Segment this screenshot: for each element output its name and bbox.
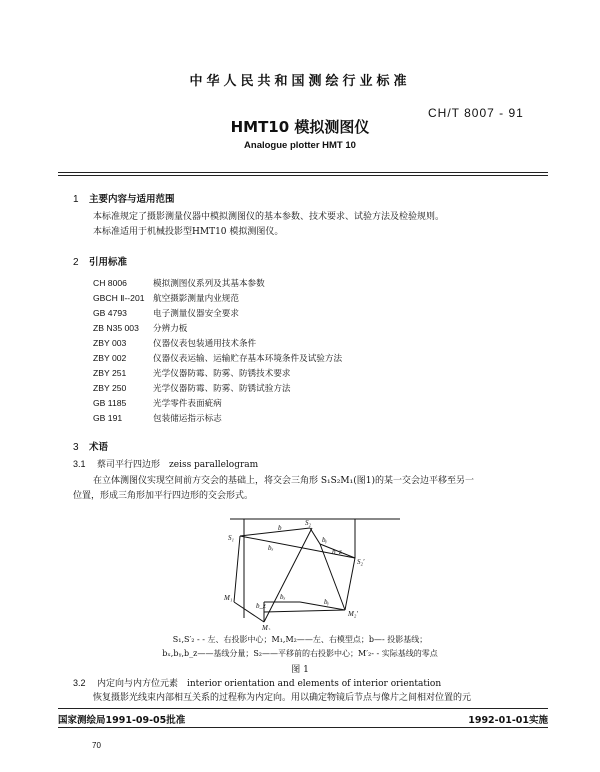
reference-item <box>93 381 342 396</box>
page-number: 70 <box>92 741 101 750</box>
m-base-diag <box>300 602 345 610</box>
label-by: bᵧ <box>322 536 328 544</box>
label-s1: S₁ <box>228 534 234 542</box>
clause-3-1-text-line-2: 位置，形成三角形加平行四边形的交会形式。 <box>73 491 254 501</box>
clause-3-2-heading <box>73 676 441 692</box>
section-2-title: 引用标准 <box>89 257 128 268</box>
footer-divider <box>58 727 548 728</box>
label-m2: M₂ <box>262 624 271 630</box>
reference-name: 光学仪器防霉、防雾、防锈技术要求 <box>153 369 291 379</box>
reference-item <box>93 366 342 381</box>
reference-code: ZBY 251 <box>93 368 127 378</box>
reference-code: ZBY 002 <box>93 353 127 363</box>
reference-code: ZBY 250 <box>93 383 127 393</box>
s2-link <box>310 528 320 544</box>
clause-3-1-title: 蔡司平行四边形 zeiss parallelogram <box>97 460 259 470</box>
standard-category: 中华人民共和国测绘行业标准 <box>189 74 411 89</box>
section-2-number: 2 <box>73 257 79 268</box>
reference-code: ZB N35 003 <box>93 323 139 333</box>
reference-item <box>93 276 342 291</box>
reference-list <box>93 276 342 426</box>
reference-code: GB 1185 <box>93 398 127 408</box>
section-1-number: 1 <box>73 194 79 205</box>
reference-name: 仪器仪表运输、运输贮存基本环境条件及试验方法 <box>153 354 343 364</box>
label-m1: M₁ <box>224 594 233 602</box>
label-bz: b_z <box>332 548 342 556</box>
document-subtitle: Analogue plotter HMT 10 <box>244 140 356 151</box>
reference-code: CH 8006 <box>93 278 127 288</box>
reference-name: 航空摄影测量内业规范 <box>153 294 239 304</box>
reference-item <box>93 291 342 306</box>
section-3-title: 术语 <box>89 442 109 453</box>
reference-code: GB 191 <box>93 413 123 423</box>
reference-name: 仪器仪表包装通用技术条件 <box>153 339 257 349</box>
reference-code: ZBY 003 <box>93 338 127 348</box>
label-s2: S₂ <box>305 519 311 527</box>
reference-code: GB 4793 <box>93 308 127 318</box>
reference-code: GBCH Ⅱ--201 <box>93 293 145 303</box>
section-1-heading <box>73 191 175 205</box>
reference-item <box>93 411 342 426</box>
reference-name: 光学仪器防霉、防雾、防锈试验方法 <box>153 384 291 394</box>
reference-name: 电子测量仪器安全要求 <box>153 309 239 319</box>
effective-date: 1992-01-01实施 <box>468 715 548 726</box>
section-1-paragraph-1: 本标准规定了摄影测量仪器中模拟测图仪的基本参数、技术要求、试验方法及检验规则。 <box>93 212 445 222</box>
figure-caption-line-1: S₁,S′₂ - - 左、右投影中心；M₁,M₂——左、右模型点；b—- 投影基线； <box>172 635 428 644</box>
section-3-number: 3 <box>73 442 79 453</box>
issued-by: 国家测绘局1991-09-05批准 <box>58 715 186 726</box>
clause-3-2-title: 内定向与内方位元素 interior orientation and elements of interior orientation <box>97 679 442 689</box>
bottom-divider <box>58 708 548 709</box>
top-divider <box>58 172 548 173</box>
s2p-m2p-ray <box>345 558 355 610</box>
label-bx: bₓ <box>268 544 274 552</box>
ray-s1-s2 <box>240 528 310 536</box>
section-3-heading <box>73 439 108 453</box>
section-2-heading <box>73 254 127 268</box>
document-title: HMT10 模拟测图仪 <box>230 118 370 136</box>
m-base-bottom <box>264 610 345 612</box>
clause-3-2-number: 3.2 <box>73 678 86 688</box>
label-s2p: S₂′ <box>357 558 365 566</box>
clause-3-1-heading <box>73 457 258 473</box>
reference-item <box>93 306 342 321</box>
left-ray-down <box>234 536 240 602</box>
section-1-title: 主要内容与适用范围 <box>89 194 175 205</box>
reference-item <box>93 351 342 366</box>
figure-title: 图 1 <box>291 665 309 675</box>
reference-name: 分辨力板 <box>153 324 188 334</box>
label-bx-lower: bₓ <box>280 593 286 601</box>
clause-3-1-number: 3.1 <box>73 459 86 469</box>
label-b: b <box>278 524 282 532</box>
label-m2p: M₂′ <box>348 610 358 618</box>
top-divider-double <box>58 175 548 176</box>
label-by-lower: bᵧ <box>324 598 330 606</box>
clause-3-2-text-line-1: 恢复摄影光线束内部相互关系的过程称为内定向。用以确定物镜后节点与像片之间相对位置的元 <box>93 693 472 703</box>
reference-name: 模拟测图仪系列及其基本参数 <box>153 279 265 289</box>
standard-code: CH/T 8007 - 91 <box>428 106 524 120</box>
label-bz-lower: b_z <box>256 602 266 610</box>
reference-item <box>93 396 342 411</box>
section-1-paragraph-2: 本标准适用于机械投影型HMT10 模拟测图仪。 <box>93 227 284 237</box>
reference-item <box>93 336 342 351</box>
reference-name: 光学零件表面疵病 <box>153 399 222 409</box>
figure-1-diagram <box>220 510 400 630</box>
clause-3-1-text-line-1: 在立体测图仪实现空间前方交会的基础上，将交会三角形 S₁S₂M₁(图1)的某一交会边平移至另一 <box>93 476 474 486</box>
reference-name: 包装储运指示标志 <box>153 414 222 424</box>
figure-caption-line-2: bₓ,bᵧ,b_z——基线分量；S₂——平移前的右投影中心；M′₂- - 实际基线的零点 <box>162 649 438 658</box>
reference-item <box>93 321 342 336</box>
